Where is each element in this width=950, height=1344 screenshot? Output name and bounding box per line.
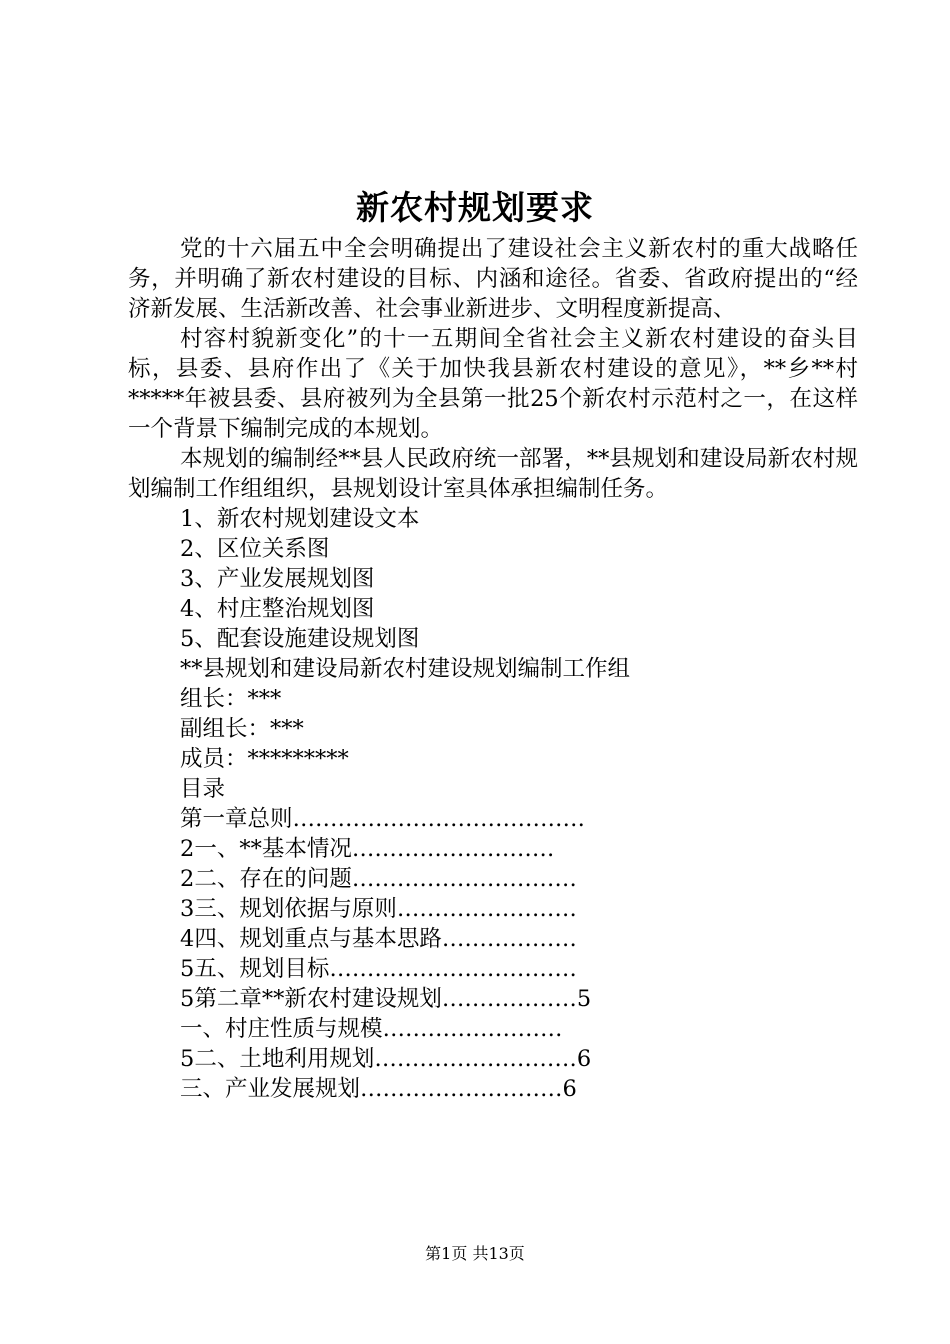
toc-heading: 目录 [180, 776, 226, 802]
list-item: 4、村庄整治规划图 [180, 596, 375, 622]
toc-entry: 第一章总则………………………………… [180, 806, 586, 832]
toc-entry: 2二、存在的问题………………………… [180, 866, 577, 892]
list-item: 3、产业发展规划图 [180, 566, 375, 592]
toc-entry: 2一、**基本情况……………………… [180, 836, 555, 862]
toc-entry: 5五、规划目标…………………………… [180, 956, 577, 982]
toc-entry: 3三、规划依据与原则…………………… [180, 896, 577, 922]
toc-entry: 一、村庄性质与规模…………………… [180, 1016, 563, 1042]
toc-entry: 5二、土地利用规划………………………6 [180, 1046, 592, 1072]
list-item: 组长：*** [180, 686, 282, 712]
page-footer: 第1页 共13页 [425, 1244, 525, 1263]
toc-entry: 5第二章**新农村建设规划………………5 [180, 986, 592, 1012]
list-item: 1、新农村规划建设文本 [180, 506, 420, 532]
list-item: 2、区位关系图 [180, 536, 330, 562]
paragraph: 党的十六届五中全会明确提出了建设社会主义新农村的重大战略任务，并明确了新农村建设的目标、内涵和途径。省委、省政府提出的“经济新发展、生活新改善、社会事业新进步、文明程度新提高、 [128, 236, 858, 322]
list-item: 成员：********* [180, 746, 349, 772]
list-item: 5、配套设施建设规划图 [180, 626, 420, 652]
list-item: 副组长：*** [180, 716, 304, 742]
list-item: **县规划和建设局新农村建设规划编制工作组 [180, 656, 631, 682]
paragraph: 本规划的编制经**县人民政府统一部署，**县规划和建设局新农村规划编制工作组组织，县规划设计室具体承担编制任务。 [128, 446, 858, 502]
document-body [128, 234, 858, 1104]
paragraph: 村容村貌新变化”的十一五期间全省社会主义新农村建设的奋头目标，县委、县府作出了《关于加快我县新农村建设的意见》，**乡**村*****年被县委、县府被列为全县第一批25个新农村示范村之一，在这样一个背景下编制完成的本规划。 [128, 326, 858, 442]
toc-entry: 4四、规划重点与基本思路……………… [180, 926, 577, 952]
toc-entry: 三、产业发展规划………………………6 [180, 1076, 577, 1102]
document-title: 新农村规划要求 [356, 188, 594, 227]
